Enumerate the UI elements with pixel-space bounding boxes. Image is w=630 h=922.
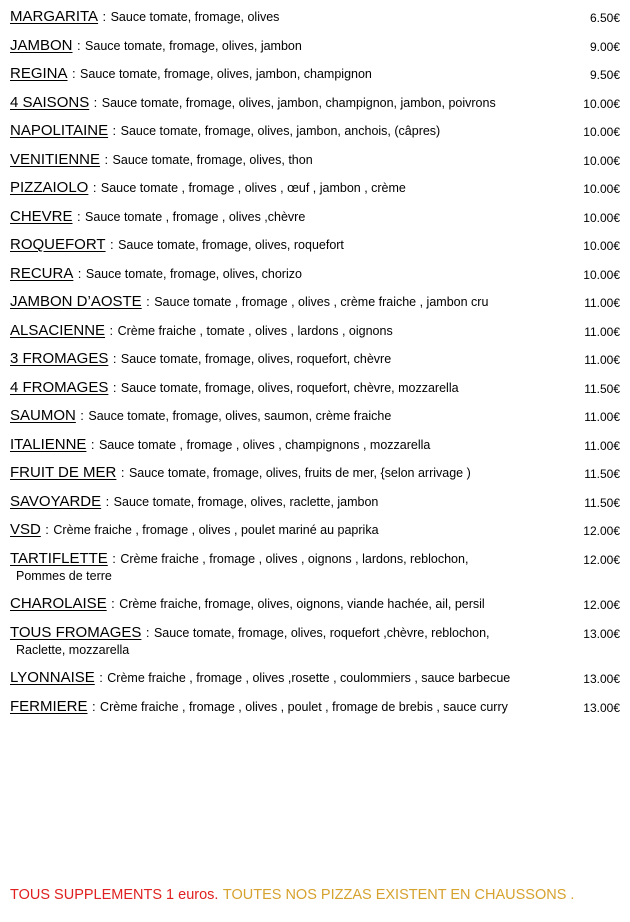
menu-item-row (0, 669, 630, 687)
menu-item-name: VENITIENNE (10, 150, 101, 168)
menu-item-separator: : (102, 9, 107, 24)
menu-item-row (0, 595, 630, 613)
menu-item-ingredients: Sauce tomate, fromage, olives, jambon, champignon, jambon, poivrons (101, 95, 496, 110)
menu-item-separator: : (104, 151, 109, 167)
menu-item-row (0, 550, 630, 585)
menu-footer (0, 886, 630, 904)
menu-item-separator: : (112, 379, 117, 395)
menu-item-name: JAMBON D’AOSTE (10, 293, 142, 310)
menu-item-price: 10.00€ (583, 239, 620, 253)
menu-item-ingredients: Sauce tomate, fromage, olives (110, 10, 280, 24)
menu-item-description (10, 94, 558, 112)
menu-item-name: NAPOLITAINE (10, 122, 109, 139)
menu-item-name: 4 FROMAGES (10, 378, 109, 396)
menu-item-description (10, 265, 558, 283)
menu-item-separator: : (76, 208, 81, 224)
menu-item-separator: : (110, 237, 114, 252)
menu-item-price: 13.00€ (583, 626, 620, 641)
menu-item-ingredients: Sauce tomate, fromage, olives, raclette, jambon (113, 494, 379, 509)
menu-item-ingredients: Crème fraiche , fromage , olives ,rosette , coulommiers , sauce barbecue (107, 671, 511, 685)
menu-item-price: 11.00€ (584, 296, 620, 310)
menu-item-separator: : (112, 123, 117, 138)
menu-item-name: ALSACIENNE (10, 321, 106, 339)
menu-item-separator: : (71, 66, 76, 81)
menu-item-price: 10.00€ (583, 182, 620, 196)
menu-item-ingredients: Sauce tomate , fromage , olives , champignons , mozzarella (98, 437, 431, 452)
menu-item-ingredients: Sauce tomate, fromage, olives, jambon (85, 38, 302, 53)
menu-item-name: JAMBON (10, 36, 73, 54)
menu-item-row (0, 322, 630, 340)
menu-item-price: 11.50€ (584, 467, 620, 481)
menu-item-description (10, 151, 558, 169)
menu-item-price: 6.50€ (589, 11, 620, 25)
menu-item-price: 13.00€ (583, 672, 620, 686)
menu-item-name: SAVOYARDE (10, 492, 102, 510)
menu-item-row (0, 379, 630, 397)
menu-item-price: 11.00€ (584, 353, 620, 367)
menu-item-separator: : (112, 550, 116, 566)
menu-item-description (10, 464, 558, 482)
menu-item-description (10, 208, 558, 226)
menu-item-price: 9.00€ (589, 39, 620, 54)
menu-item-separator: : (146, 294, 150, 309)
menu-item-price: 11.00€ (584, 324, 620, 339)
menu-item-ingredients: Crème fraiche , tomate , olives , lardons , oignons (117, 323, 393, 338)
menu-item-ingredients: Sauce tomate, fromage, olives, roquefort, chèvre, mozzarella (120, 380, 459, 395)
menu-item-ingredients: Crème fraiche , fromage , olives , oignons , lardons, reblochon, (120, 551, 469, 566)
menu-item-ingredients: Sauce tomate, fromage, olives, saumon, crème fraiche (88, 409, 392, 423)
menu-item-ingredients: Sauce tomate, fromage, olives, jambon, champignon (80, 67, 372, 81)
menu-item-row (0, 122, 630, 140)
menu-item-ingredients: Crème fraiche, fromage, olives, oignons, viande hachée, ail, persil (119, 597, 485, 611)
menu-item-ingredients: Sauce tomate , fromage , olives , œuf , jambon , crème (100, 181, 406, 195)
menu-item-separator: : (99, 670, 103, 685)
menu-item-description (10, 595, 558, 613)
menu-item-price: 10.00€ (583, 210, 620, 225)
menu-item-name: TARTIFLETTE (10, 549, 108, 567)
menu-item-price: 12.00€ (583, 524, 620, 538)
menu-item-separator: : (112, 351, 117, 366)
menu-item-separator: : (77, 265, 82, 281)
menu-item-description (10, 8, 558, 26)
menu-item-description (10, 493, 558, 511)
menu-item-name: 3 FROMAGES (10, 350, 109, 367)
menu-item-price: 11.50€ (584, 495, 620, 510)
menu-item-name: VSD (10, 521, 41, 538)
menu-item-separator: : (91, 698, 96, 714)
menu-item-price: 10.00€ (583, 267, 620, 282)
menu-item-separator: : (120, 465, 125, 480)
menu-item-price: 10.00€ (583, 125, 620, 139)
menu-item-separator: : (76, 37, 81, 53)
menu-item-separator: : (109, 322, 114, 338)
menu-item-description (10, 236, 558, 254)
menu-item-price: 11.50€ (584, 381, 620, 396)
menu-item-separator: : (105, 493, 110, 509)
menu-item-description (10, 521, 558, 539)
menu-item-row (0, 436, 630, 454)
menu-item-ingredients: Sauce tomate, fromage, olives, jambon, anchois, (câpres) (120, 124, 441, 138)
menu-item-price: 9.50€ (589, 68, 620, 82)
menu-item-name: FERMIERE (10, 697, 88, 715)
menu-item-separator: : (111, 596, 115, 611)
menu-item-description (10, 37, 558, 55)
menu-item-description (10, 550, 558, 585)
menu-item-row (0, 65, 630, 83)
menu-item-name: PIZZAIOLO (10, 179, 89, 196)
menu-item-row (0, 208, 630, 226)
menu-item-ingredients: Sauce tomate, fromage, olives, chorizo (85, 266, 302, 281)
footer-supplements-text: TOUS SUPPLEMENTS 1 euros. (10, 887, 219, 903)
menu-item-row (0, 8, 630, 26)
menu-item-name: ROQUEFORT (10, 236, 106, 253)
menu-item-price: 11.00€ (584, 410, 620, 424)
menu-item-separator: : (45, 522, 49, 537)
menu-item-ingredients: Sauce tomate, fromage, olives, roquefort (118, 238, 344, 252)
menu-item-description (10, 122, 558, 140)
menu-item-ingredients: Sauce tomate, fromage, olives, fruits de mer, {selon arrivage ) (128, 466, 471, 480)
menu-item-ingredients-line2: Raclette, mozzarella (16, 642, 130, 657)
menu-item-row (0, 350, 630, 368)
menu-item-ingredients: Crème fraiche , fromage , olives , poulet mariné au paprika (53, 523, 379, 537)
menu-item-row (0, 293, 630, 311)
menu-item-ingredients: Sauce tomate , fromage , olives ,chèvre (85, 209, 306, 224)
menu-item-price: 10.00€ (583, 153, 620, 168)
menu-item-name: REGINA (10, 65, 68, 82)
menu-item-description (10, 65, 558, 83)
menu-item-description (10, 322, 558, 340)
menu-item-separator: : (93, 94, 98, 110)
menu-item-description (10, 669, 558, 687)
menu-item-name: MARGARITA (10, 8, 99, 25)
menu-item-row (0, 407, 630, 425)
menu-item-description (10, 179, 558, 197)
menu-item-description (10, 293, 558, 311)
menu-item-name: SAUMON (10, 407, 76, 424)
menu-item-price: 12.00€ (583, 552, 620, 567)
menu-item-description (10, 436, 558, 454)
menu-item-name: CHAROLAISE (10, 595, 107, 612)
menu-item-name: CHEVRE (10, 207, 73, 225)
menu-item-row (0, 698, 630, 716)
menu-item-description (10, 379, 558, 397)
menu-item-price: 13.00€ (583, 700, 620, 715)
menu-item-ingredients: Sauce tomate, fromage, olives, roquefort ,chèvre, reblochon, (153, 625, 490, 640)
menu-item-name: ITALIENNE (10, 435, 87, 453)
menu-item-price: 12.00€ (583, 598, 620, 612)
menu-item-row (0, 624, 630, 659)
menu-item-name: LYONNAISE (10, 669, 95, 686)
menu-item-row (0, 236, 630, 254)
menu-item-description (10, 624, 558, 659)
menu-item-name: 4 SAISONS (10, 93, 90, 111)
menu-item-row (0, 265, 630, 283)
menu-item-row (0, 37, 630, 55)
menu-item-ingredients-line2: Pommes de terre (16, 568, 112, 583)
menu-item-row (0, 464, 630, 482)
menu-item-ingredients: Sauce tomate, fromage, olives, roquefort, chèvre (120, 352, 392, 366)
menu-item-description (10, 407, 558, 425)
menu-item-separator: : (90, 436, 95, 452)
menu-item-separator: : (80, 408, 84, 423)
menu-item-row (0, 179, 630, 197)
menu-item-description (10, 350, 558, 368)
menu-item-description (10, 698, 558, 716)
menu-item-name: FRUIT DE MER (10, 464, 117, 481)
menu-item-row (0, 151, 630, 169)
menu-item-row (0, 521, 630, 539)
menu-item-name: TOUS FROMAGES (10, 623, 142, 641)
menu-item-price: 11.00€ (584, 438, 620, 453)
menu-item-separator: : (145, 624, 150, 640)
menu-item-ingredients: Sauce tomate, fromage, olives, thon (112, 152, 313, 167)
menu-item-ingredients: Sauce tomate , fromage , olives , crème fraiche , jambon cru (154, 295, 489, 309)
menu-item-row (0, 493, 630, 511)
menu-item-ingredients: Crème fraiche , fromage , olives , poulet , fromage de brebis , sauce curry (100, 699, 508, 714)
menu-item-row (0, 94, 630, 112)
menu-item-name: RECURA (10, 264, 74, 282)
menu-item-price: 10.00€ (583, 96, 620, 111)
menu-item-separator: : (92, 180, 97, 195)
footer-chaussons-text: TOUTES NOS PIZZAS EXISTENT EN CHAUSSONS . (222, 887, 575, 903)
